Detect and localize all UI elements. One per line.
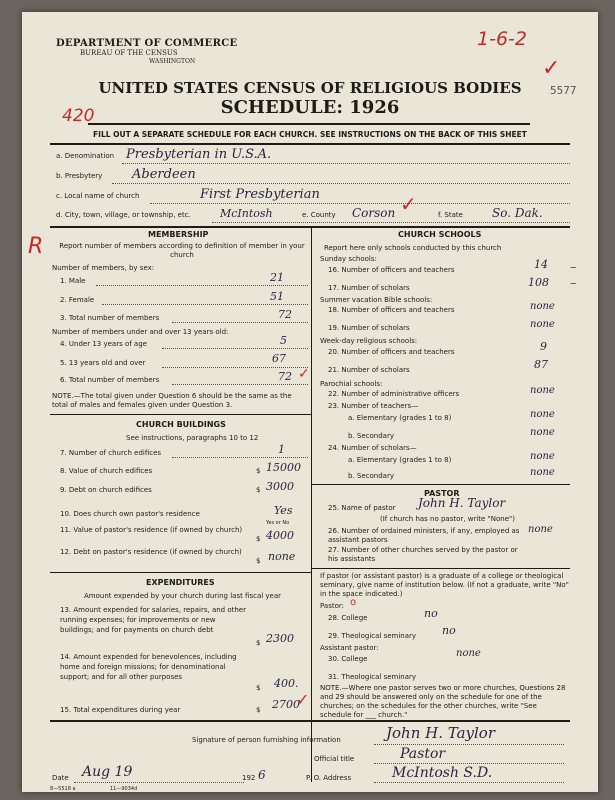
q23b-value: none xyxy=(530,427,555,438)
year-label: 192 xyxy=(242,774,256,782)
q20-label: 20. Number of officers and teachers xyxy=(328,348,455,356)
q4-value: 5 xyxy=(280,334,287,347)
denomination-label: a. Denomination xyxy=(56,152,115,160)
form-title: UNITED STATES CENSUS OF RELIGIOUS BODIES xyxy=(98,79,522,97)
address-label: P. O. Address xyxy=(306,774,352,782)
schools-heading: CHURCH SCHOOLS xyxy=(398,230,482,239)
q24b-value: none xyxy=(530,467,555,478)
q14-value: 400. xyxy=(274,677,299,690)
signature-value: John H. Taylor xyxy=(386,724,496,742)
q31-label: 31. Theological seminary xyxy=(328,673,417,681)
q11-value: 4000 xyxy=(266,529,294,542)
date-label: Date xyxy=(52,774,69,782)
q12-value: none xyxy=(268,550,296,563)
census-schedule-sheet: DEPARTMENT OF COMMERCE BUREAU OF THE CENSUS WASHINGTON 1-6-2 ✓ 5577 UNITED STATES CENSUS OF RELIGIOUS BODIES SCHEDULE: 1926 420 FILL OUT A SEPARATE SCHEDULE FOR EACH CHURCH. SEE INSTRUCTIONS ON THE BACK OF THIS SHEET a. Denomination Presbyterian in U.S.A. b. Presbytery Aberdeen c. Local name of church First Presbyterian d. City, town, village, or township, etc. McIntosh e. County Corson ✓ f. State So. Dak. R MEMBERSHIP Report number of members according to definition of member in your church Number of members, by sex: 1. Male 21 2. Female 51 3. Total number of members 72 Number of members under and over 13 years old: 4. Under 13 years of age 5 5. 13 years old and over 67 6. Total number of members 72 ✓ NOTE.—The total given under Question 6 should be the same as the total of males and females given under Question 3. CHURCH BUILDINGS See instructions, paragraphs 10 to 12 7. Number of church edifices 1 8. Value of church edifices $ 15000 9. Debt on church edifices $ 3000 10. Does church own pastor's residence Yes Yes or No 11. Value of pastor's residence (if owned by church) $ 4000 12. Debt on pastor's residence (if owned by church) $ none EXPENDITURES Amount expended by your church during last fiscal year 13. Amount expended for salaries, repairs, and other running expenses; for improvements or new buildings; and for payments on church debt $ 2300 14. Amount expended for benevolences, including home and foreign missions; for denominational support; and for all other purposes $ 400. 15. Total expenditures during year $ 2700 ✓ CHURCH SCHOOLS Report here only schools conducted by this church Sunday schools: 16. Number of officers and teachers 14 17. Number of scholars 108 – – Summer vacation Bible schools: 18. Number of officers and teachers none 19. Number of scholars none Week-day religious schools: 20. Number of officers and teachers 9 21. Number of scholars 87 Parochial schools: 22. Number of administrative officers none 23. Number of teachers— a. Elementary (grades 1 to 8) none b. Secondary none 24. Number of scholars— a. Elementary (grades 1 to 8) none b. Secondary none PASTOR 25. Name of pastor John H. Taylor (If church has no pastor, write "None") 26. Number of ordained ministers, if any, employed as assistant pastors none 27. Number of other churches served by the pastor or his assistants If pastor (or assistant pastor) is a graduate of a college or theological seminary, give name of institution below. (If not a graduate, write "No" in the space indicated.) Pastor: o 28. College no 29. Theological seminary no Assistant pastor: 30. College none 31. Theological seminary NOTE.—Where one pastor serves two or more churches, Questions 28 and 29 should be answered only on the schedule for one of the churches; on the schedules for the other churches, write "See schedule for ___ church." Signature of person furnishing information John H. Taylor Official title Pastor Date Aug 19 192 6 P. O. Address McIntosh S.D. 8—5518 a 11—9034d xyxy=(22,12,598,792)
presbytery-label: b. Presbytery xyxy=(56,172,103,180)
q24a-value: none xyxy=(530,451,555,462)
q2-label: 2. Female xyxy=(60,296,95,304)
summer-label: Summer vacation Bible schools: xyxy=(320,296,433,304)
buildings-sub: See instructions, paragraphs 10 to 12 xyxy=(126,434,259,442)
q29-label: 29. Theological seminary xyxy=(328,632,417,640)
q8-label: 8. Value of church edifices xyxy=(60,467,153,475)
q9-value: 3000 xyxy=(266,480,294,493)
q6-label: 6. Total number of members xyxy=(60,376,160,384)
q1-label: 1. Male xyxy=(60,277,86,285)
q10-label: 10. Does church own pastor's residence xyxy=(60,510,200,518)
q18-value: none xyxy=(530,301,555,312)
q13-label: 13. Amount expended for salaries, repairs, and other running expenses; for improvements or new buildings; and for payments on church debt xyxy=(60,606,246,634)
q30-value: none xyxy=(456,648,481,659)
red-number-annotation: 420 xyxy=(62,106,95,126)
bureau-name: BUREAU OF THE CENSUS xyxy=(80,49,178,57)
q18-label: 18. Number of officers and teachers xyxy=(328,306,455,314)
pastor-heading: PASTOR xyxy=(424,489,460,498)
q16-label: 16. Number of officers and teachers xyxy=(328,266,455,274)
form-number: 8—5518 a xyxy=(50,786,76,792)
parochial-label: Parochial schools: xyxy=(320,380,383,388)
q26-label: 26. Number of ordained ministers, if any, employed as assistant pastors xyxy=(328,527,520,544)
pastor-label: Pastor: xyxy=(320,602,344,610)
department-name: DEPARTMENT OF COMMERCE xyxy=(56,38,238,49)
schools-sub: Report here only schools conducted by this church xyxy=(324,244,502,252)
q30-label: 30. College xyxy=(328,655,368,663)
q25-note: (If church has no pastor, write "None") xyxy=(380,515,515,523)
q21-label: 21. Number of scholars xyxy=(328,366,410,374)
local-name-label: c. Local name of church xyxy=(56,192,140,200)
city-value: McIntosh xyxy=(220,207,273,220)
membership-intro: Report number of members according to definition of member in your church xyxy=(59,242,305,259)
expenditures-heading: EXPENDITURES xyxy=(146,578,215,587)
q14-label: 14. Amount expended for benevolences, including home and foreign missions; for denominational support; and for all other purposes xyxy=(60,653,237,681)
q13-value: 2300 xyxy=(266,632,294,645)
state-label: f. State xyxy=(438,211,463,219)
q8-value: 15000 xyxy=(266,461,301,474)
q23-label: 23. Number of teachers— xyxy=(328,402,419,410)
q1-value: 21 xyxy=(270,271,284,284)
q12-label: 12. Debt on pastor's residence (if owned by church) xyxy=(60,548,242,556)
pastor-education-intro: If pastor (or assistant pastor) is a graduate of a college or theological seminary, give name of institution below. (If not a graduate, write "No" in the space indicated.) xyxy=(320,572,569,598)
form-number-2: 11—9034d xyxy=(110,786,138,792)
sunday-label: Sunday schools: xyxy=(320,255,377,263)
q24a-label: a. Elementary (grades 1 to 8) xyxy=(348,456,452,464)
membership-note: NOTE.—The total given under Question 6 should be the same as the total of males and females given under Question 3. xyxy=(52,392,292,409)
q24b-label: b. Secondary xyxy=(348,472,394,480)
address-value: McIntosh S.D. xyxy=(392,765,493,781)
q22-value: none xyxy=(530,385,555,396)
q5-value: 67 xyxy=(272,352,286,365)
assistant-label: Assistant pastor: xyxy=(320,644,379,652)
q26-value: none xyxy=(528,524,553,535)
q19-label: 19. Number of scholars xyxy=(328,324,410,332)
q28-label: 28. College xyxy=(328,614,368,622)
buildings-heading: CHURCH BUILDINGS xyxy=(136,420,226,429)
red-check-q15: ✓ xyxy=(296,690,310,709)
q4-label: 4. Under 13 years of age xyxy=(60,340,147,348)
q3-value: 72 xyxy=(278,308,292,321)
weekday-label: Week-day religious schools: xyxy=(320,337,418,345)
red-r-annotation: R xyxy=(28,234,44,259)
q16-value: 14 xyxy=(534,258,548,271)
q24-label: 24. Number of scholars— xyxy=(328,444,417,452)
year-value: 6 xyxy=(258,768,266,782)
q21-value: 87 xyxy=(534,358,548,371)
schedule-title: SCHEDULE: 1926 xyxy=(220,97,400,118)
members-by-age-label: Number of members under and over 13 years old: xyxy=(52,328,229,336)
official-title-label: Official title xyxy=(314,755,355,763)
q27-label: 27. Number of other churches served by the pastor or his assistants xyxy=(328,546,518,563)
washington-label: WASHINGTON xyxy=(149,58,196,65)
q25-label: 25. Name of pastor xyxy=(328,504,396,512)
q20-value: 9 xyxy=(540,340,547,353)
q19-value: none xyxy=(530,319,555,330)
q6-value: 72 xyxy=(278,370,292,383)
q5-label: 5. 13 years old and over xyxy=(60,359,146,367)
q7-label: 7. Number of church edifices xyxy=(60,449,162,457)
county-value: Corson xyxy=(352,206,396,220)
red-check-q6: ✓ xyxy=(298,366,310,382)
q2-value: 51 xyxy=(270,290,284,303)
q23a-label: a. Elementary (grades 1 to 8) xyxy=(348,414,452,422)
red-date-annotation: 1-6-2 xyxy=(477,28,527,50)
county-label: e. County xyxy=(302,211,336,219)
red-check-county: ✓ xyxy=(400,192,417,216)
q29-value: no xyxy=(442,624,456,637)
q17-label: 17. Number of scholars xyxy=(328,284,410,292)
stamp-number: 5577 xyxy=(550,84,577,97)
signature-label: Signature of person furnishing information xyxy=(192,736,341,744)
members-by-sex-label: Number of members, by sex: xyxy=(52,264,155,272)
q23a-value: none xyxy=(530,409,555,420)
membership-heading: MEMBERSHIP xyxy=(148,230,209,239)
q15-value: 2700 xyxy=(272,698,300,711)
q9-label: 9. Debt on church edifices xyxy=(60,486,152,494)
expenditures-sub: Amount expended by your church during last fiscal year xyxy=(84,592,282,600)
city-label: d. City, town, village, or township, etc. xyxy=(56,211,191,219)
red-check-mark: ✓ xyxy=(542,56,561,81)
pastor-note: NOTE.—Where one pastor serves two or more churches, Questions 28 and 29 should be answered only on the schedule for one of the churches; on the schedules for the other churches, write "See schedule for ___ church." xyxy=(320,684,566,719)
yes-no-label: Yes or No xyxy=(266,520,290,526)
state-value: So. Dak. xyxy=(492,206,543,220)
q25-value: John H. Taylor xyxy=(418,496,506,510)
local-name-value: First Presbyterian xyxy=(200,187,320,202)
official-title-value: Pastor xyxy=(400,746,446,762)
q10-value: Yes xyxy=(274,504,293,517)
q7-value: 1 xyxy=(278,443,285,456)
q15-label: 15. Total expenditures during year xyxy=(60,706,181,714)
q22-label: 22. Number of administrative officers xyxy=(328,390,460,398)
denomination-value: Presbyterian in U.S.A. xyxy=(126,147,272,162)
presbytery-value: Aberdeen xyxy=(132,167,196,182)
q23b-label: b. Secondary xyxy=(348,432,394,440)
q3-label: 3. Total number of members xyxy=(60,314,160,322)
fill-out-instruction: FILL OUT A SEPARATE SCHEDULE FOR EACH CHURCH. SEE INSTRUCTIONS ON THE BACK OF THIS SHEET xyxy=(93,130,527,139)
q11-label: 11. Value of pastor's residence (if owned by church) xyxy=(60,526,243,534)
q28-value: no xyxy=(424,607,438,620)
q17-value: 108 xyxy=(528,276,549,289)
date-value: Aug 19 xyxy=(82,764,133,780)
